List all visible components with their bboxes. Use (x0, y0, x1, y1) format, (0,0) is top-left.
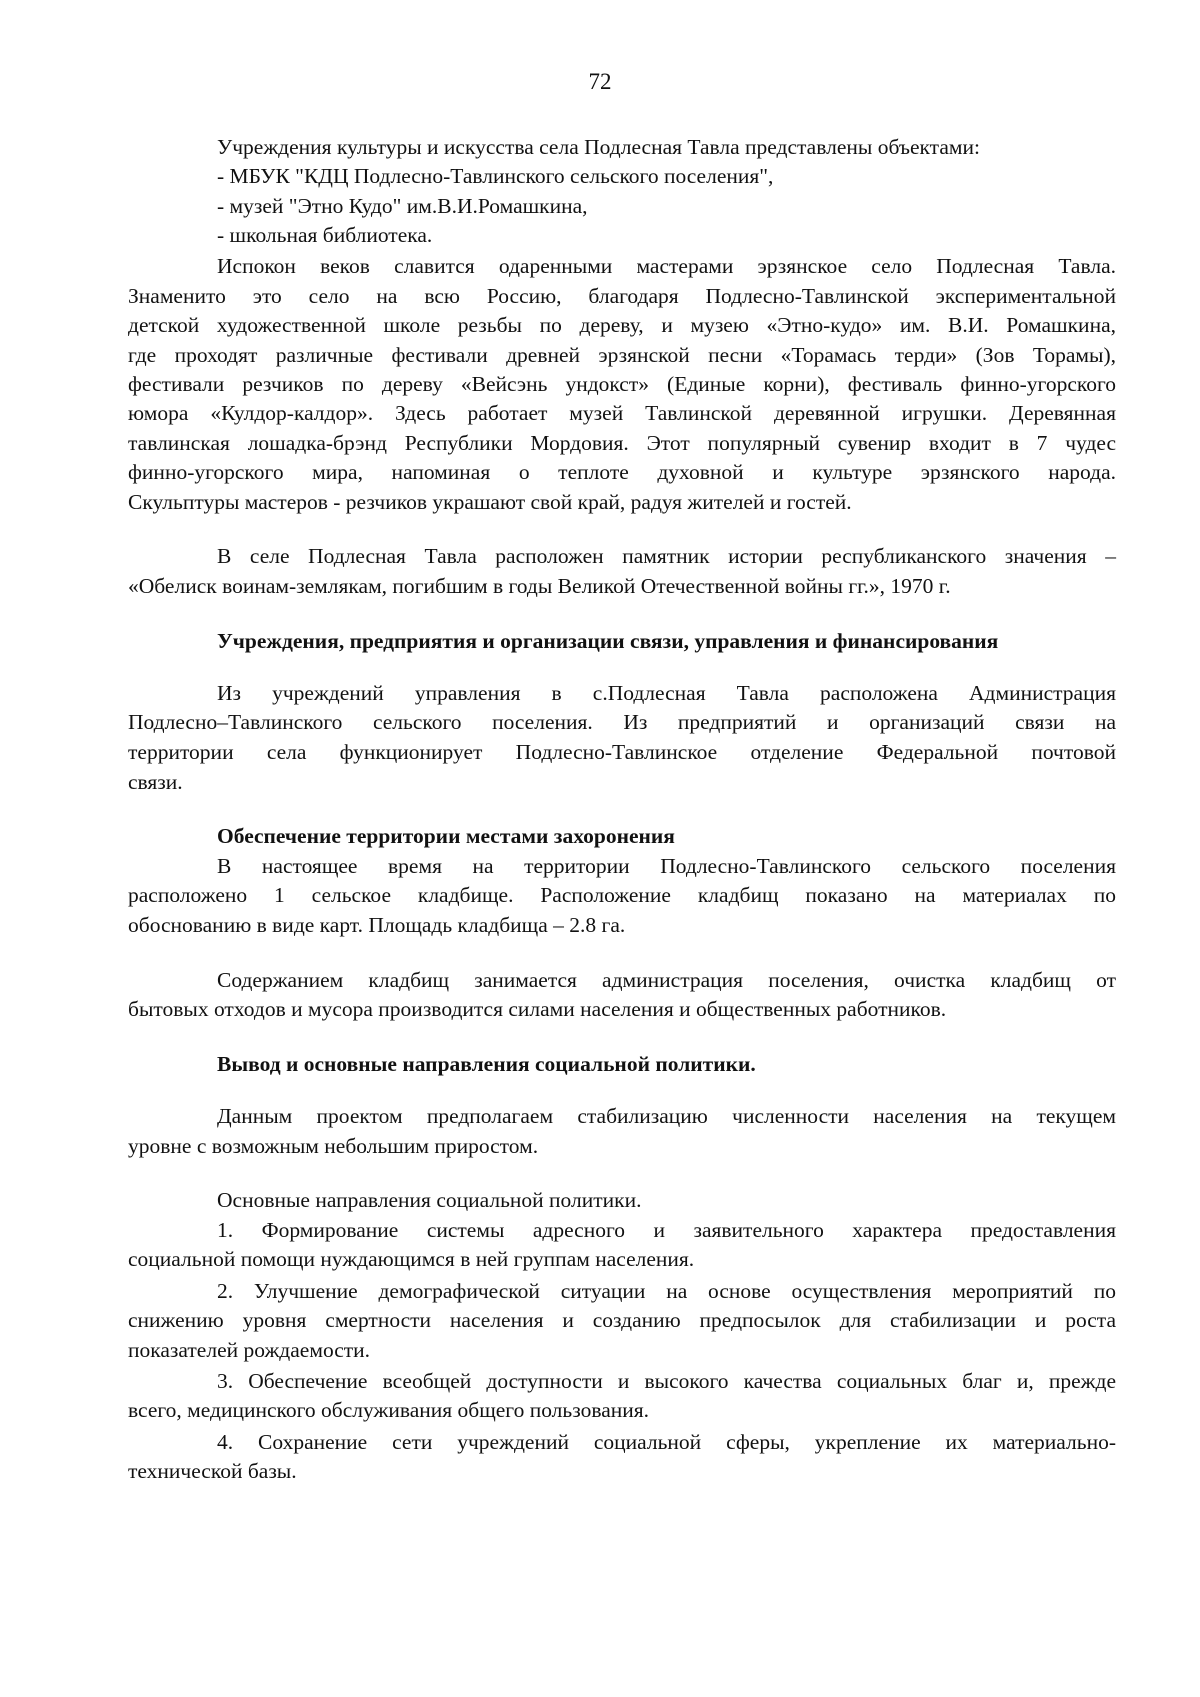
burial-paragraph-line: обоснованию в виде карт. Площадь кладбища – 2.8 га. (128, 913, 626, 937)
policy-item-line: снижению уровня смертности населения и созданию предпосылок для стабилизации и роста (128, 1308, 1116, 1332)
culture-paragraph-line: тавлинская лошадка-брэнд Республики Мордовия. Этот популярный сувенир входит в 7 чудес (128, 431, 1116, 455)
culture-item: - школьная библиотека. (217, 223, 433, 247)
policy-item-line: 2. Улучшение демографической ситуации на основе осуществления мероприятий по (217, 1279, 1116, 1303)
policy-subheading: Основные направления социальной политики. (217, 1188, 642, 1212)
culture-paragraph-line: Скульптуры мастеров - резчиков украшают свой край, радуя жителей и гостей. (128, 490, 852, 514)
policy-item-line: 4. Сохранение сети учреждений социальной сферы, укрепление их материально- (217, 1430, 1116, 1454)
section-heading: Учреждения, предприятия и организации связи, управления и финансирования (217, 629, 999, 653)
burial-paragraph-line: Содержанием кладбищ занимается администрация поселения, очистка кладбищ от (217, 968, 1116, 992)
burial-paragraph-line: В настоящее время на территории Подлесно-Тавлинского сельского поселения (217, 854, 1116, 878)
burial-paragraph-line: бытовых отходов и мусора производится силами населения и общественных работников. (128, 997, 947, 1021)
culture-paragraph-line: детской художественной школе резьбы по дереву, и музею «Этно-кудо» им. В.И. Ромашкина, (128, 313, 1116, 337)
policy-paragraph-line: уровне с возможным небольшим приростом. (128, 1134, 539, 1158)
policy-item-line: 1. Формирование системы адресного и заявительного характера предоставления (217, 1218, 1116, 1242)
policy-paragraph-line: Данным проектом предполагаем стабилизацию численности населения на текущем (217, 1104, 1116, 1128)
culture-intro: Учреждения культуры и искусства села Подлесная Тавла представлены объектами: (217, 135, 980, 159)
culture-item: - музей "Этно Кудо" им.В.И.Ромашкина, (217, 194, 588, 218)
culture-item: - МБУК "КДЦ Подлесно-Тавлинского сельского поселения", (217, 164, 774, 188)
culture-paragraph-line: финно-угорского мира, напоминая о теплоте духовной и культуре эрзянского народа. (128, 460, 1116, 484)
policy-item-line: 3. Обеспечение всеобщей доступности и высокого качества социальных благ и, прежде (217, 1369, 1116, 1393)
policy-item-line: показателей рождаемости. (128, 1338, 371, 1362)
culture-paragraph-line: где проходят различные фестивали древней эрзянской песни «Торамась терди» (Зов Торамы), (128, 343, 1116, 367)
culture-paragraph-line: Испокон веков славится одаренными мастерами эрзянское село Подлесная Тавла. (217, 254, 1116, 278)
policy-item-line: всего, медицинского обслуживания общего пользования. (128, 1398, 650, 1422)
admin-paragraph-line: связи. (128, 770, 183, 794)
page-number: 72 (588, 69, 612, 94)
section-heading: Обеспечение территории местами захоронения (217, 824, 675, 848)
monument-line: «Обелиск воинам-землякам, погибшим в годы Великой Отечественной войны гг.», 1970 г. (128, 574, 951, 598)
culture-paragraph-line: Знаменито это село на всю Россию, благодаря Подлесно-Тавлинской экспериментальной (128, 284, 1116, 308)
burial-paragraph-line: расположено 1 сельское кладбище. Расположение кладбищ показано на материалах по (128, 883, 1116, 907)
admin-paragraph-line: территории села функционирует Подлесно-Тавлинское отделение Федеральной почтовой (128, 740, 1116, 764)
admin-paragraph-line: Подлесно–Тавлинского сельского поселения. Из предприятий и организаций связи на (128, 710, 1116, 734)
culture-paragraph-line: юмора «Кулдор-калдор». Здесь работает музей Тавлинской деревянной игрушки. Деревянная (128, 401, 1116, 425)
admin-paragraph-line: Из учреждений управления в с.Подлесная Тавла расположена Администрация (217, 681, 1116, 705)
monument-line: В селе Подлесная Тавла расположен памятник истории республиканского значения – (217, 544, 1116, 568)
policy-item-line: технической базы. (128, 1459, 297, 1483)
section-heading: Вывод и основные направления социальной политики. (217, 1052, 756, 1076)
policy-item-line: социальной помощи нуждающимся в ней группам населения. (128, 1247, 695, 1271)
culture-paragraph-line: фестивали резчиков по дереву «Вейсэнь ундокст» (Единые корни), фестиваль финно-угорского (128, 372, 1116, 396)
